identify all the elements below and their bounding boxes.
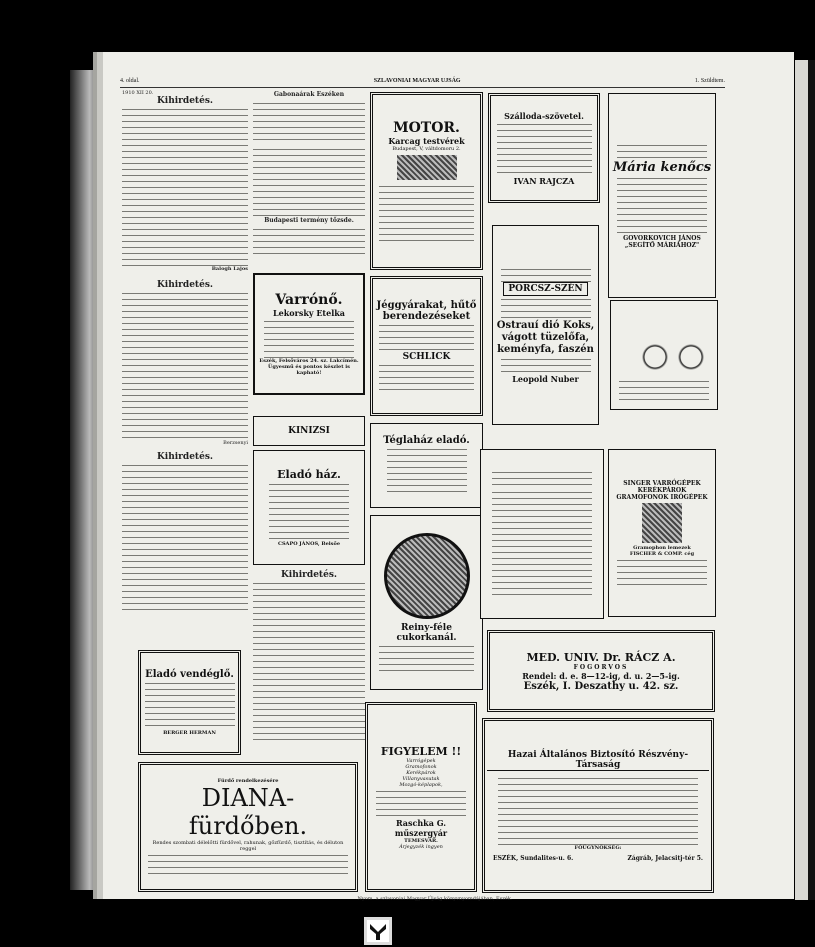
elado-haz-title: Eladó ház.: [277, 468, 341, 481]
singer-title: SINGER VARRÓGÉPEK KERÉKPÁROK GRAMOFONOK IRÓGÉPEK: [616, 479, 708, 501]
reiny-seal-image: [384, 533, 470, 619]
racz-title: MED. UNIV. Dr. RÁCZ A.: [526, 650, 676, 664]
markets-table: [253, 100, 365, 140]
reiny-ad: [370, 515, 483, 690]
diana-text: Rendes szombati délelőtti fürdővel, rahunak, gőzfürdő, tisztítás, és déluton reggel: [152, 840, 344, 852]
library-logo-icon: [364, 917, 392, 945]
hazai-text: [498, 775, 698, 845]
elado-haz-owner: CSAPO JÁNOS, Belsőe: [277, 541, 341, 547]
racz-hours: Rendel: d. e. 8—12-ig, d. u. 2—5-ig.: [522, 670, 680, 681]
raschka-city: TEMESVÁR.: [404, 837, 438, 844]
diana-top: Fürdő rendelkezésére: [217, 778, 279, 784]
column-2-heading-kihirdetes: Kihirdetés.: [280, 570, 338, 580]
bicikli-ad: [480, 449, 604, 619]
kinizsi-ad: [253, 416, 365, 446]
varrono-title: Varrónő.: [275, 292, 343, 308]
jeggyar-ad: [370, 276, 483, 416]
szalloda-title: Szálloda-szövetel.: [504, 110, 584, 121]
bicycle-ad: [610, 300, 718, 410]
szalloda-name: IVAN RAJCZA: [513, 175, 575, 186]
racz-subtitle: FOGORVOS: [573, 663, 629, 671]
prices-heading: Budapesti termény tőzsde.: [264, 217, 354, 224]
varrono-address: Eszék, Felsőváros 24. sz. Lakcímén. Ügyesmű és pontos készlet is kapható!: [259, 358, 359, 376]
reiny-text: [379, 643, 474, 673]
schlick-name: SCHLICK: [402, 352, 451, 362]
column-1-text-2: [122, 290, 248, 440]
maria-text: [617, 175, 707, 235]
column-1-text-3: [122, 462, 248, 612]
figyelem-text: [376, 788, 466, 818]
figyelem-item-4: Mozgó-képlapok,: [399, 781, 443, 788]
page-header: [120, 75, 725, 88]
motor-engine-image: [397, 155, 457, 180]
diana-ad: [138, 762, 358, 892]
column-2-lower: [253, 570, 365, 745]
maria-store: „SEGÍTŐ MÁRIÁHOZ": [624, 242, 700, 249]
header-date: 1. Szüldtem.: [694, 78, 725, 84]
column-1-signature: Balogh Lajos: [211, 266, 248, 272]
racz-ad: [487, 630, 715, 712]
motor-text: [379, 183, 474, 243]
hazai-footer-left: ESZÉK, Sundalites-u. 6.: [493, 854, 574, 862]
figyelem-ad: [365, 702, 477, 892]
hazai-title: Hazai Általános Biztosító Részvény-Társaság: [487, 750, 709, 771]
column-2: [253, 90, 365, 256]
ostrau-text: Ostrauí dió Koks, vágott tüzelőfa, keményfa, faszén: [496, 320, 595, 355]
figyelem-item-1: Gramofonok: [405, 763, 437, 770]
figyelem-item-2: Kerékpárok: [406, 769, 436, 776]
fischer-name: FISCHER & COMP. cég: [629, 550, 695, 557]
column-1-heading-3: Kihirdetés.: [156, 452, 214, 462]
diana-title: DIANA-fürdőben.: [188, 784, 308, 840]
motor-company: Karcag testvérek: [388, 135, 465, 146]
raschka-name: Raschka G. műszergyár: [394, 817, 448, 838]
hazai-ad: [482, 718, 714, 893]
prices-text: [253, 146, 365, 216]
hazai-footer: [493, 855, 703, 862]
elado-vendeglo-ad: [138, 650, 241, 755]
teglahaz-title: Téglaház eladó.: [383, 435, 470, 446]
maria-owner: GOVORKOVICH JÁNOS: [623, 235, 701, 242]
hazai-subtitle: FŐÜGYNÖKSÉG:: [574, 844, 622, 851]
maria-kenocs-ad: [608, 93, 716, 298]
szalloda-ad: [488, 93, 600, 203]
racz-address: Eszék, I. Deszathy u. 42. sz.: [523, 680, 679, 692]
next-page-shadow: [808, 60, 815, 900]
motor-address: Budapest, V, váltdomoru 2.: [392, 145, 461, 152]
teglahaz-text: [387, 446, 467, 496]
teglahaz-ad: [370, 423, 483, 508]
page-footer: Nyom. a szlavoniai Magyar Újság könyvnyomdájában, Eszék.: [357, 896, 513, 902]
jeggyar-text: [379, 322, 474, 352]
jeggyar-title: Jéggyárakat, hűtő berendezéseket: [376, 300, 477, 322]
porcsz-text: [501, 296, 591, 320]
porcsz-text-2: [501, 356, 591, 374]
motor-ad: [370, 92, 483, 270]
kinizsi-title: KINIZSI: [288, 426, 330, 436]
book-spine: [70, 70, 98, 890]
motor-title: MOTOR.: [393, 119, 460, 136]
markets-heading: Gabonaárak Eszéken: [273, 91, 345, 98]
reiny-title: Reiny-féle cukorkanál.: [396, 622, 457, 643]
column-1-heading-1: Kihirdetés.: [156, 96, 214, 106]
singer-ad: [608, 449, 716, 617]
column-1: [122, 90, 248, 612]
bicikli-text-top: [492, 469, 592, 489]
header-title: SZLAVONIAI MAGYAR UJSÁG: [373, 78, 461, 84]
porcsz-top-text: [501, 266, 591, 282]
figyelem-item-0: Varrógépek: [406, 757, 436, 764]
elado-haz-text: [269, 481, 349, 541]
column-1-heading-2: Kihirdetés.: [156, 280, 214, 290]
nuber-name: Leopold Nuber: [512, 374, 579, 384]
column-1-text-1: [122, 106, 248, 266]
column-1-signature-2: Berzsenyi: [223, 440, 248, 446]
bicycle-text: [619, 378, 709, 403]
varrono-name: Lekorsky Etelka: [273, 308, 345, 318]
porcsz-title: PORCSZ-SZÉN: [503, 282, 587, 296]
arjegyzek-text: Árjegyzék ingyen: [399, 843, 443, 850]
figyelem-title: FIGYELEM !!: [380, 744, 462, 758]
elado-vendeglo-text: [145, 680, 235, 730]
sewing-machine-image: [642, 503, 682, 543]
varrono-ad: [253, 273, 365, 395]
column-2-text: [253, 580, 365, 745]
maria-title: Mária kenőcs: [612, 160, 712, 175]
gramophon-label: Gramophon lemezek: [633, 544, 691, 551]
schlick-text: [379, 362, 474, 392]
hazai-footer-right: Zágráb, Jelacsitj-tér 5.: [627, 854, 703, 862]
szalloda-text: [497, 121, 592, 176]
bicycle-illustration: [619, 308, 709, 378]
porcsz-ad: [492, 225, 599, 425]
header-page-number: 4. oldal.: [120, 78, 140, 84]
elado-vendeglo-title: Eladó vendéglő.: [145, 669, 234, 680]
berger-name: BERGER HERMAN: [163, 730, 216, 736]
y-logo-icon: [367, 920, 389, 942]
column-1-date: 1910 XII 20.: [122, 90, 154, 96]
maria-top-text: [617, 142, 707, 160]
elado-haz-ad: [253, 450, 365, 565]
varrono-text: [264, 318, 354, 358]
bicikli-text: [492, 489, 592, 599]
singer-text: [617, 557, 707, 587]
figyelem-item-3: Villanyvasutak: [402, 775, 440, 782]
prices-table: [253, 226, 365, 256]
diana-text-lines: [148, 852, 348, 876]
